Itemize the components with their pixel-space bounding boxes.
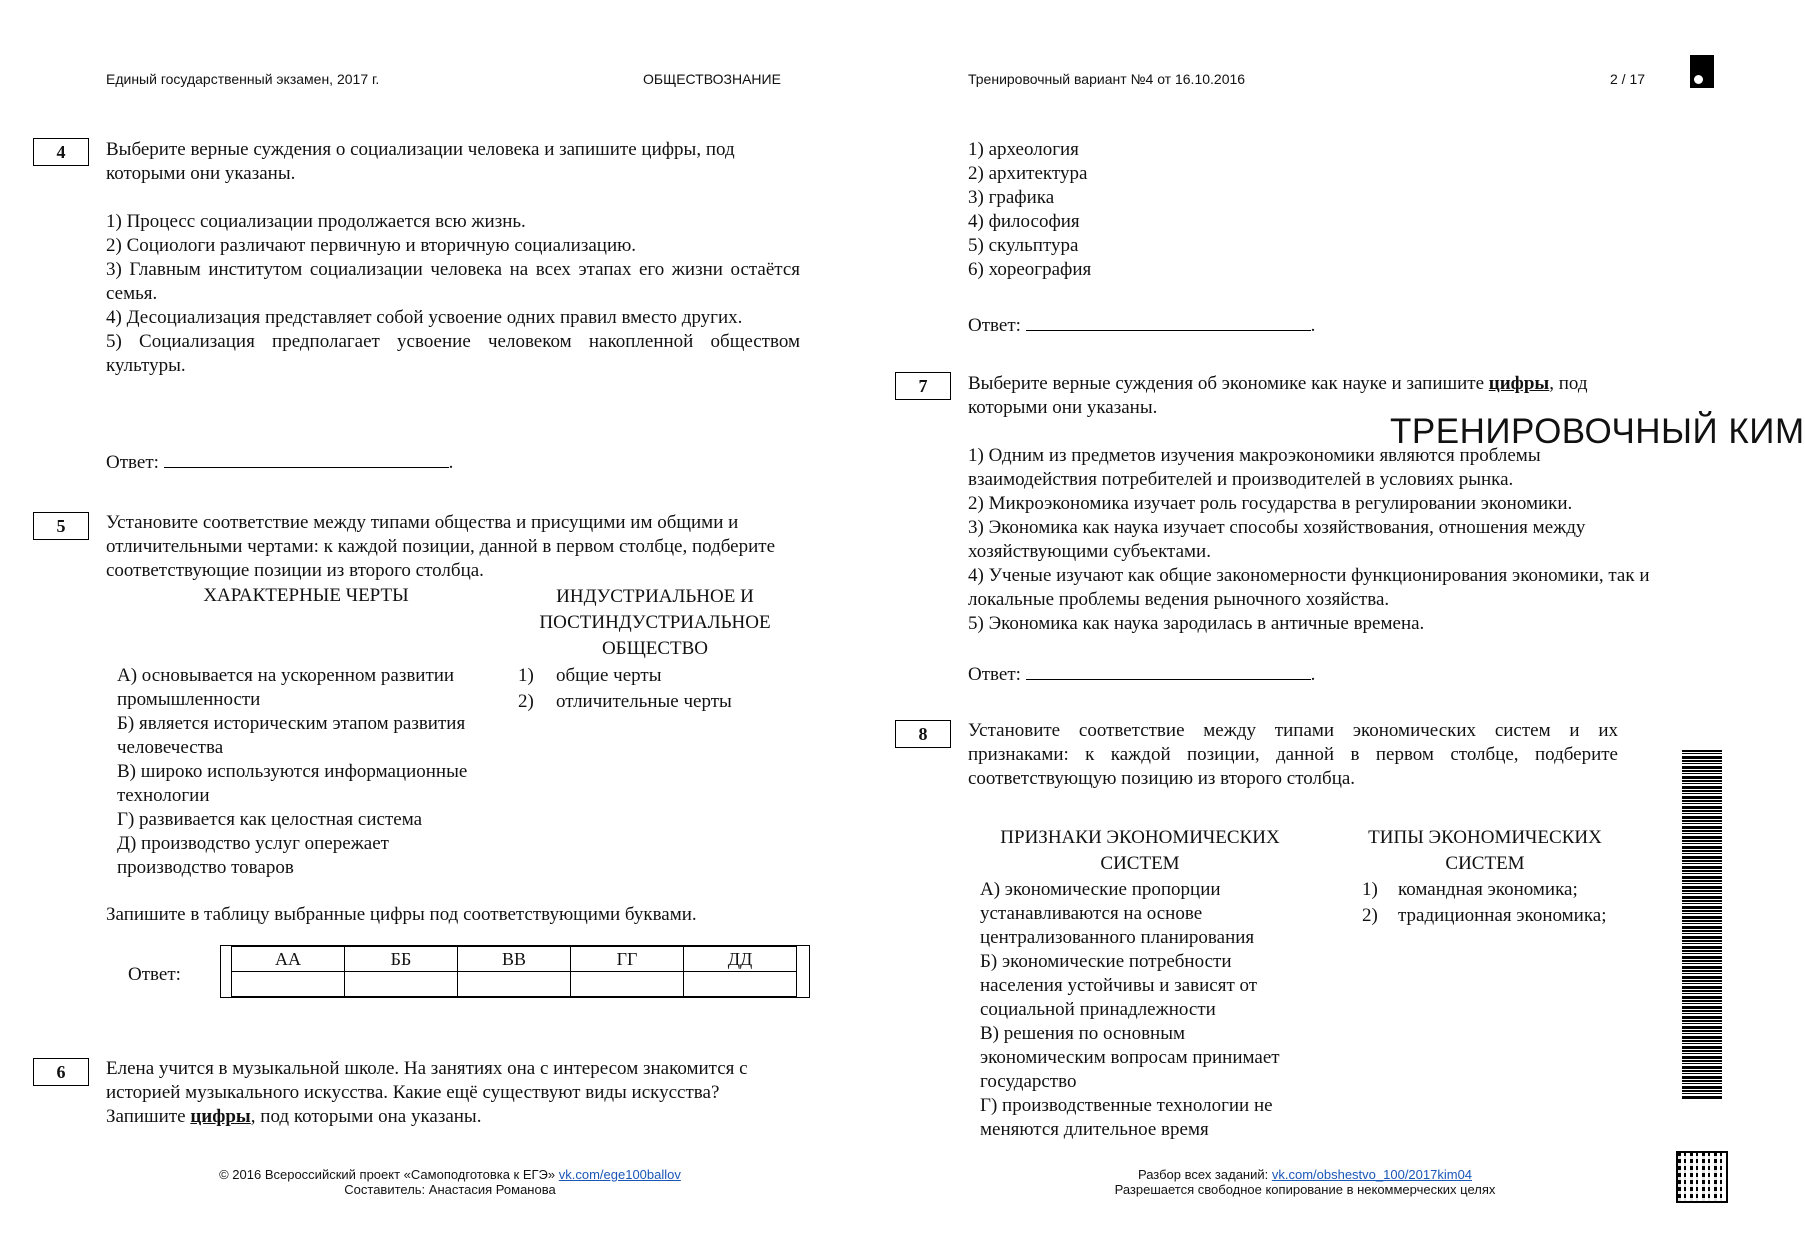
q5-cell-e[interactable] xyxy=(684,972,797,997)
q4-answer-field[interactable] xyxy=(164,447,449,468)
header-variant: Тренировочный вариант №4 от 16.10.2016 xyxy=(968,71,1246,87)
q5-letter-e: ДД xyxy=(684,947,797,972)
q5-item-b: Б) является историческим этапом развития человечества xyxy=(117,713,466,758)
footer-left-author: Составитель: Анастасия Романова xyxy=(344,1182,556,1197)
q6-options xyxy=(968,138,1368,282)
q5-col1-header: ХАРАКТЕРНЫЕ ЧЕРТЫ xyxy=(203,585,409,606)
q4-answer-label: Ответ: xyxy=(106,452,159,473)
q6-option-4: 4) философия xyxy=(968,211,1080,232)
footer-left-link[interactable]: vk.com/ege100ballov xyxy=(558,1167,681,1182)
header-subject: ОБЩЕСТВОЗНАНИЕ xyxy=(643,71,781,87)
footer-left: © 2016 Всероссийский проект «Самоподготовка к ЕГЭ» vk.com/ege100ballov Составитель: Анастасия Романова xyxy=(150,1167,750,1197)
q5-letter-d: ГГ xyxy=(571,947,684,972)
q7-answer: Ответ: . xyxy=(968,659,1315,687)
q5-table-instruction: Запишите в таблицу выбранные цифры под соответствующими буквами. xyxy=(106,904,697,925)
question-number-4: 4 xyxy=(33,138,89,166)
header-page-number: 2 / 17 xyxy=(1610,71,1646,87)
barcode-icon xyxy=(1682,750,1722,1100)
q5-item-e: Д) производство услуг опережает производство товаров xyxy=(117,833,389,878)
q4-option-3: 3) Главным институтом социализации человека на всех этапах его жизни остаётся семья. xyxy=(106,259,800,304)
q6-option-5: 5) скульптура xyxy=(968,235,1079,256)
q4-answer: Ответ: . xyxy=(106,447,453,475)
corner-marker-icon xyxy=(1690,55,1714,88)
q7-prompt: Выберите верные суждения об экономике как науке и запишите цифры, под которыми они указаны. xyxy=(968,373,1588,418)
question-number-7: 7 xyxy=(895,372,951,400)
q7-option-4: 4) Ученые изучают как общие закономерности функционирования экономики, так и локальные проблемы ведения рыночного хозяйства. xyxy=(968,565,1650,610)
q5-cell-c[interactable] xyxy=(458,972,571,997)
q4-options xyxy=(106,210,800,378)
q8-choice-1: командная экономика; xyxy=(1398,879,1578,900)
q7-option-5: 5) Экономика как наука зародилась в античные времена. xyxy=(968,613,1425,634)
q8-item-d: Г) производственные технологии не меняются длительное время xyxy=(980,1095,1273,1140)
q5-item-d: Г) развивается как целостная система xyxy=(117,809,423,830)
footer-right: Разбор всех заданий: vk.com/obshestvo_100/2017kim04 Разрешается свободное копирование в некоммерческих целях xyxy=(1000,1167,1610,1197)
q6-option-2: 2) архитектура xyxy=(968,163,1088,184)
q4-prompt: Выберите верные суждения о социализации человека и запишите цифры, под которыми они указаны. xyxy=(106,139,735,184)
q8-choices: 1) командная экономика; 2) традиционная экономика; xyxy=(1362,879,1607,926)
q5-letter-b: ББ xyxy=(345,947,458,972)
q6-answer-field[interactable] xyxy=(1026,310,1311,331)
question-number-6: 6 xyxy=(33,1058,89,1086)
q7-option-3: 3) Экономика как наука изучает способы хозяйствования, отношения между хозяйствующими субъектами. xyxy=(968,517,1586,562)
q4-option-4: 4) Десоциализация представляет собой усвоение одних правил вместо других. xyxy=(106,307,743,328)
q8-item-a: А) экономические пропорции устанавливаются на основе централизованного планирования xyxy=(980,879,1255,948)
q5-cell-b[interactable] xyxy=(345,972,458,997)
q7-answer-field[interactable] xyxy=(1026,659,1311,680)
q5-cell-a[interactable] xyxy=(232,972,345,997)
q6-answer: Ответ: . xyxy=(968,310,1315,338)
q5-letter-a: АА xyxy=(232,947,345,972)
footer-right-link[interactable]: vk.com/obshestvo_100/2017kim04 xyxy=(1271,1167,1473,1182)
q5-cell-d[interactable] xyxy=(571,972,684,997)
qr-code-icon xyxy=(1678,1153,1726,1201)
q7-option-1: 1) Одним из предметов изучения макроэкономики являются проблемы взаимодействия потребителей и производителей в условиях рынка. xyxy=(968,445,1541,490)
q5-item-a: А) основывается на ускоренном развитии промышленности xyxy=(117,665,455,710)
q8-items xyxy=(980,878,1300,1142)
q6-option-1: 1) археология xyxy=(968,139,1079,160)
q5-choice-2: отличительные черты xyxy=(556,691,732,712)
q8-prompt: Установите соответствие между типами экономических систем и их признаками: к каждой позиции, данной в первом столбце, подберите соответствующую позицию из второго столбца. xyxy=(968,720,1618,789)
q8-col2-header: ТИПЫ ЭКОНОМИЧЕСКИХ СИСТЕМ xyxy=(1368,827,1602,874)
q6-option-3: 3) графика xyxy=(968,187,1055,208)
q5-choices: 1) общие черты 2) отличительные черты xyxy=(518,665,732,712)
watermark: ТРЕНИРОВОЧНЫЙ КИМ xyxy=(1390,412,1805,451)
q5-letter-c: ВВ xyxy=(458,947,571,972)
question-number-5: 5 xyxy=(33,512,89,540)
q5-answer-table xyxy=(220,945,810,998)
q4-option-2: 2) Социологи различают первичную и вторичную социализацию. xyxy=(106,235,637,256)
q5-item-c: В) широко используются информационные технологии xyxy=(117,761,468,806)
q8-choice-2: традиционная экономика; xyxy=(1398,905,1607,926)
q6-answer-label: Ответ: xyxy=(968,315,1021,336)
q8-item-c: В) решения по основным экономическим вопросам принимает государство xyxy=(980,1023,1280,1092)
q6-prompt: Елена учится в музыкальной школе. На занятиях она с интересом знакомится с историей музыкального искусства. Какие ещё существуют виды искусства? Запишите цифры, под которыми она указаны. xyxy=(106,1058,748,1127)
q7-option-2: 2) Микроэкономика изучает роль государства в регулировании экономики. xyxy=(968,493,1573,514)
q4-option-5: 5) Социализация предполагает усвоение человеком накопленной обществом культуры. xyxy=(106,331,800,376)
q8-col1-header: ПРИЗНАКИ ЭКОНОМИЧЕСКИХ СИСТЕМ xyxy=(1000,827,1280,874)
q7-answer-label: Ответ: xyxy=(968,664,1021,685)
q5-answer-label: Ответ: xyxy=(128,964,181,985)
q5-items xyxy=(117,664,502,880)
q4-option-1: 1) Процесс социализации продолжается всю жизнь. xyxy=(106,211,526,232)
header-exam-title: Единый государственный экзамен, 2017 г. xyxy=(106,71,380,87)
q7-options xyxy=(968,444,1668,636)
q8-item-b: Б) экономические потребности населения устойчивы и зависят от социальной принадлежности xyxy=(980,951,1258,1020)
q6-prompt-bold: цифры xyxy=(190,1106,251,1127)
q6-option-6: 6) хореография xyxy=(968,259,1092,280)
question-number-8: 8 xyxy=(895,720,951,748)
q5-prompt: Установите соответствие между типами общества и присущими им общими и отличительными чертами: к каждой позиции, данной в первом столбце, подберите соответствующие позиции из второго столбца. xyxy=(106,512,776,581)
q5-choice-1: общие черты xyxy=(556,665,662,686)
footer-right-license: Разрешается свободное копирование в некоммерческих целях xyxy=(1114,1182,1496,1197)
q5-col2-header: ИНДУСТРИАЛЬНОЕ И ПОСТИНДУСТРИАЛЬНОЕ ОБЩЕСТВО xyxy=(539,586,771,659)
q7-prompt-bold: цифры xyxy=(1488,373,1550,394)
